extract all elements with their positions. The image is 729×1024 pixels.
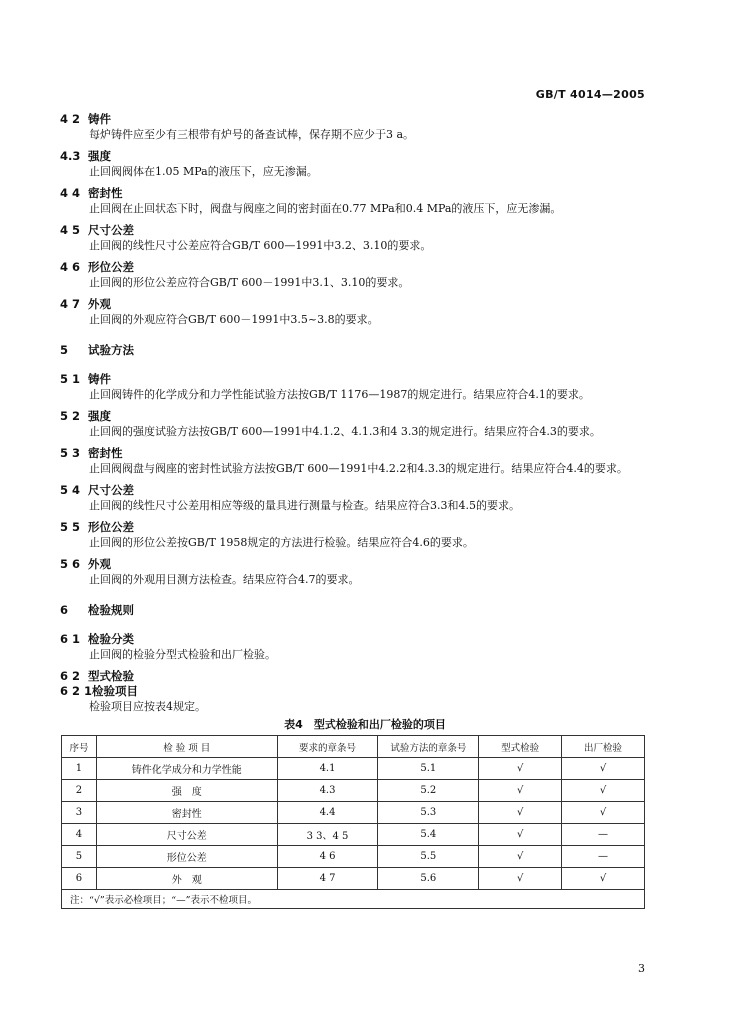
cell-factory-test: √ [562,802,645,824]
cell-type-test: √ [479,824,562,846]
section-4-6 [60,260,670,290]
cell-item: 密封性 [96,802,277,824]
cell-req-clause: 3 3、4 5 [277,824,378,846]
cell-req-clause: 4.4 [277,802,378,824]
section-5-3 [60,446,670,476]
cell-method-clause: 5.2 [378,780,479,802]
cell-method-clause: 5.4 [378,824,479,846]
section-4-2 [60,112,670,142]
section-heading: 4 4 密封性 [60,186,123,200]
table-row [62,824,645,846]
cell-serial: 3 [62,802,97,824]
section-text: 止回阀的线性尺寸公差应符合GB/T 600—1991中3.2、3.10的要求。 [89,239,432,252]
section-text: 止回阀在止回状态下时，阀盘与阀座之间的密封面在0.77 MPa和0.4 MPa的液压下，应无渗漏。 [89,202,562,215]
table-note-row [62,890,645,909]
section-text: 止回阀的线性尺寸公差用相应等级的量具进行测量与检查。结果应符合3.3和4.5的要求。 [89,499,520,512]
cell-factory-test: — [562,824,645,846]
section-heading: 4 2 铸件 [60,112,111,126]
section-5-5 [60,520,670,550]
section-heading: 5 5 形位公差 [60,520,134,534]
section-5-2 [60,409,670,439]
section-heading: 6 1 检验分类 [60,632,134,646]
col-header-item: 检 验 项 目 [96,736,277,758]
table-title: 表4 型式检验和出厂检验的项目 [284,718,446,731]
section-6-1 [60,632,670,662]
cell-item: 形位公差 [96,846,277,868]
section-heading: 5 4 尺寸公差 [60,483,134,497]
inspection-items-table [61,735,645,909]
cell-serial: 6 [62,868,97,890]
section-heading: 6 2 1检验项目 [60,684,138,698]
cell-serial: 5 [62,846,97,868]
cell-type-test: √ [479,780,562,802]
section-heading: 4.3 强度 [60,149,111,163]
section-heading: 4 5 尺寸公差 [60,223,134,237]
cell-item: 尺寸公差 [96,824,277,846]
col-header-factory-test: 出厂检验 [562,736,645,758]
page-number: 3 [638,962,645,975]
section-text: 止回阀的外观用目测方法检查。结果应符合4.7的要求。 [89,573,360,586]
cell-factory-test: √ [562,758,645,780]
table-row [62,802,645,824]
cell-type-test: √ [479,802,562,824]
cell-type-test: √ [479,758,562,780]
cell-item: 外 观 [96,868,277,890]
section-6-2 [60,669,670,684]
cell-item: 强 度 [96,780,277,802]
cell-item: 铸件化学成分和力学性能 [96,758,277,780]
section-text: 止回阀阀体在1.05 MPa的液压下，应无渗漏。 [89,165,318,178]
section-text: 每炉铸件应至少有三根带有炉号的备查试棒，保存期不应少于3 a。 [89,128,415,141]
section-text: 止回阀的外观应符合GB/T 600－1991中3.5~3.8的要求。 [89,313,379,326]
cell-req-clause: 4.1 [277,758,378,780]
section-4-7 [60,297,670,327]
cell-serial: 1 [62,758,97,780]
cell-factory-test: √ [562,780,645,802]
table-note: 注：“√”表示必检项目；“—”表示不检项目。 [62,890,645,909]
cell-type-test: √ [479,868,562,890]
table-row [62,780,645,802]
section-text: 止回阀的形位公差应符合GB/T 600－1991中3.1、3.10的要求。 [89,276,410,289]
section-text: 止回阀的形位公差按GB/T 1958规定的方法进行检验。结果应符合4.6的要求。 [89,536,474,549]
section-heading: 5 3 密封性 [60,446,123,460]
table-row [62,758,645,780]
col-header-method-clause: 试验方法的章条号 [378,736,479,758]
section-heading: 5 2 强度 [60,409,111,423]
section-heading: 5 6 外观 [60,557,111,571]
section-4-3 [60,149,670,179]
section-text: 检验项目应按表4规定。 [89,700,206,713]
cell-req-clause: 4 7 [277,868,378,890]
cell-type-test: √ [479,846,562,868]
section-heading: 4 7 外观 [60,297,111,311]
section-text: 止回阀阀盘与阀座的密封性试验方法按GB/T 600—1991中4.2.2和4.3.3的规定进行。结果应符合4.4的要求。 [89,462,628,475]
cell-req-clause: 4.3 [277,780,378,802]
cell-serial: 4 [62,824,97,846]
section-5-heading: 5 试验方法 [60,343,134,357]
cell-method-clause: 5.3 [378,802,479,824]
cell-factory-test: √ [562,868,645,890]
section-text: 止回阀的强度试验方法按GB/T 600—1991中4.1.2、4.1.3和4 3.3的规定进行。结果应符合4.3的要求。 [89,425,601,438]
col-header-req-clause: 要求的章条号 [277,736,378,758]
section-text: 止回阀的检验分型式检验和出厂检验。 [89,648,276,661]
standard-code: GB/T 4014—2005 [535,88,645,101]
section-heading: 5 1 铸件 [60,372,111,386]
cell-method-clause: 5.1 [378,758,479,780]
section-5-6 [60,557,670,587]
table-header-row [62,736,645,758]
cell-method-clause: 5.5 [378,846,479,868]
cell-req-clause: 4 6 [277,846,378,868]
col-header-type-test: 型式检验 [479,736,562,758]
cell-method-clause: 5.6 [378,868,479,890]
section-5-4 [60,483,670,513]
table-row [62,868,645,890]
section-6-heading: 6 检验规则 [60,603,134,617]
section-4-5 [60,223,670,253]
cell-serial: 2 [62,780,97,802]
section-text: 止回阀铸件的化学成分和力学性能试验方法按GB/T 1176—1987的规定进行。结果应符合4.1的要求。 [89,388,590,401]
col-header-serial: 序号 [62,736,97,758]
section-heading: 6 2 型式检验 [60,669,134,683]
section-heading: 4 6 形位公差 [60,260,134,274]
table-row [62,846,645,868]
section-5-1 [60,372,670,402]
section-4-4 [60,186,670,216]
section-6-2-1 [60,684,670,714]
document-body [60,112,670,909]
cell-factory-test: — [562,846,645,868]
